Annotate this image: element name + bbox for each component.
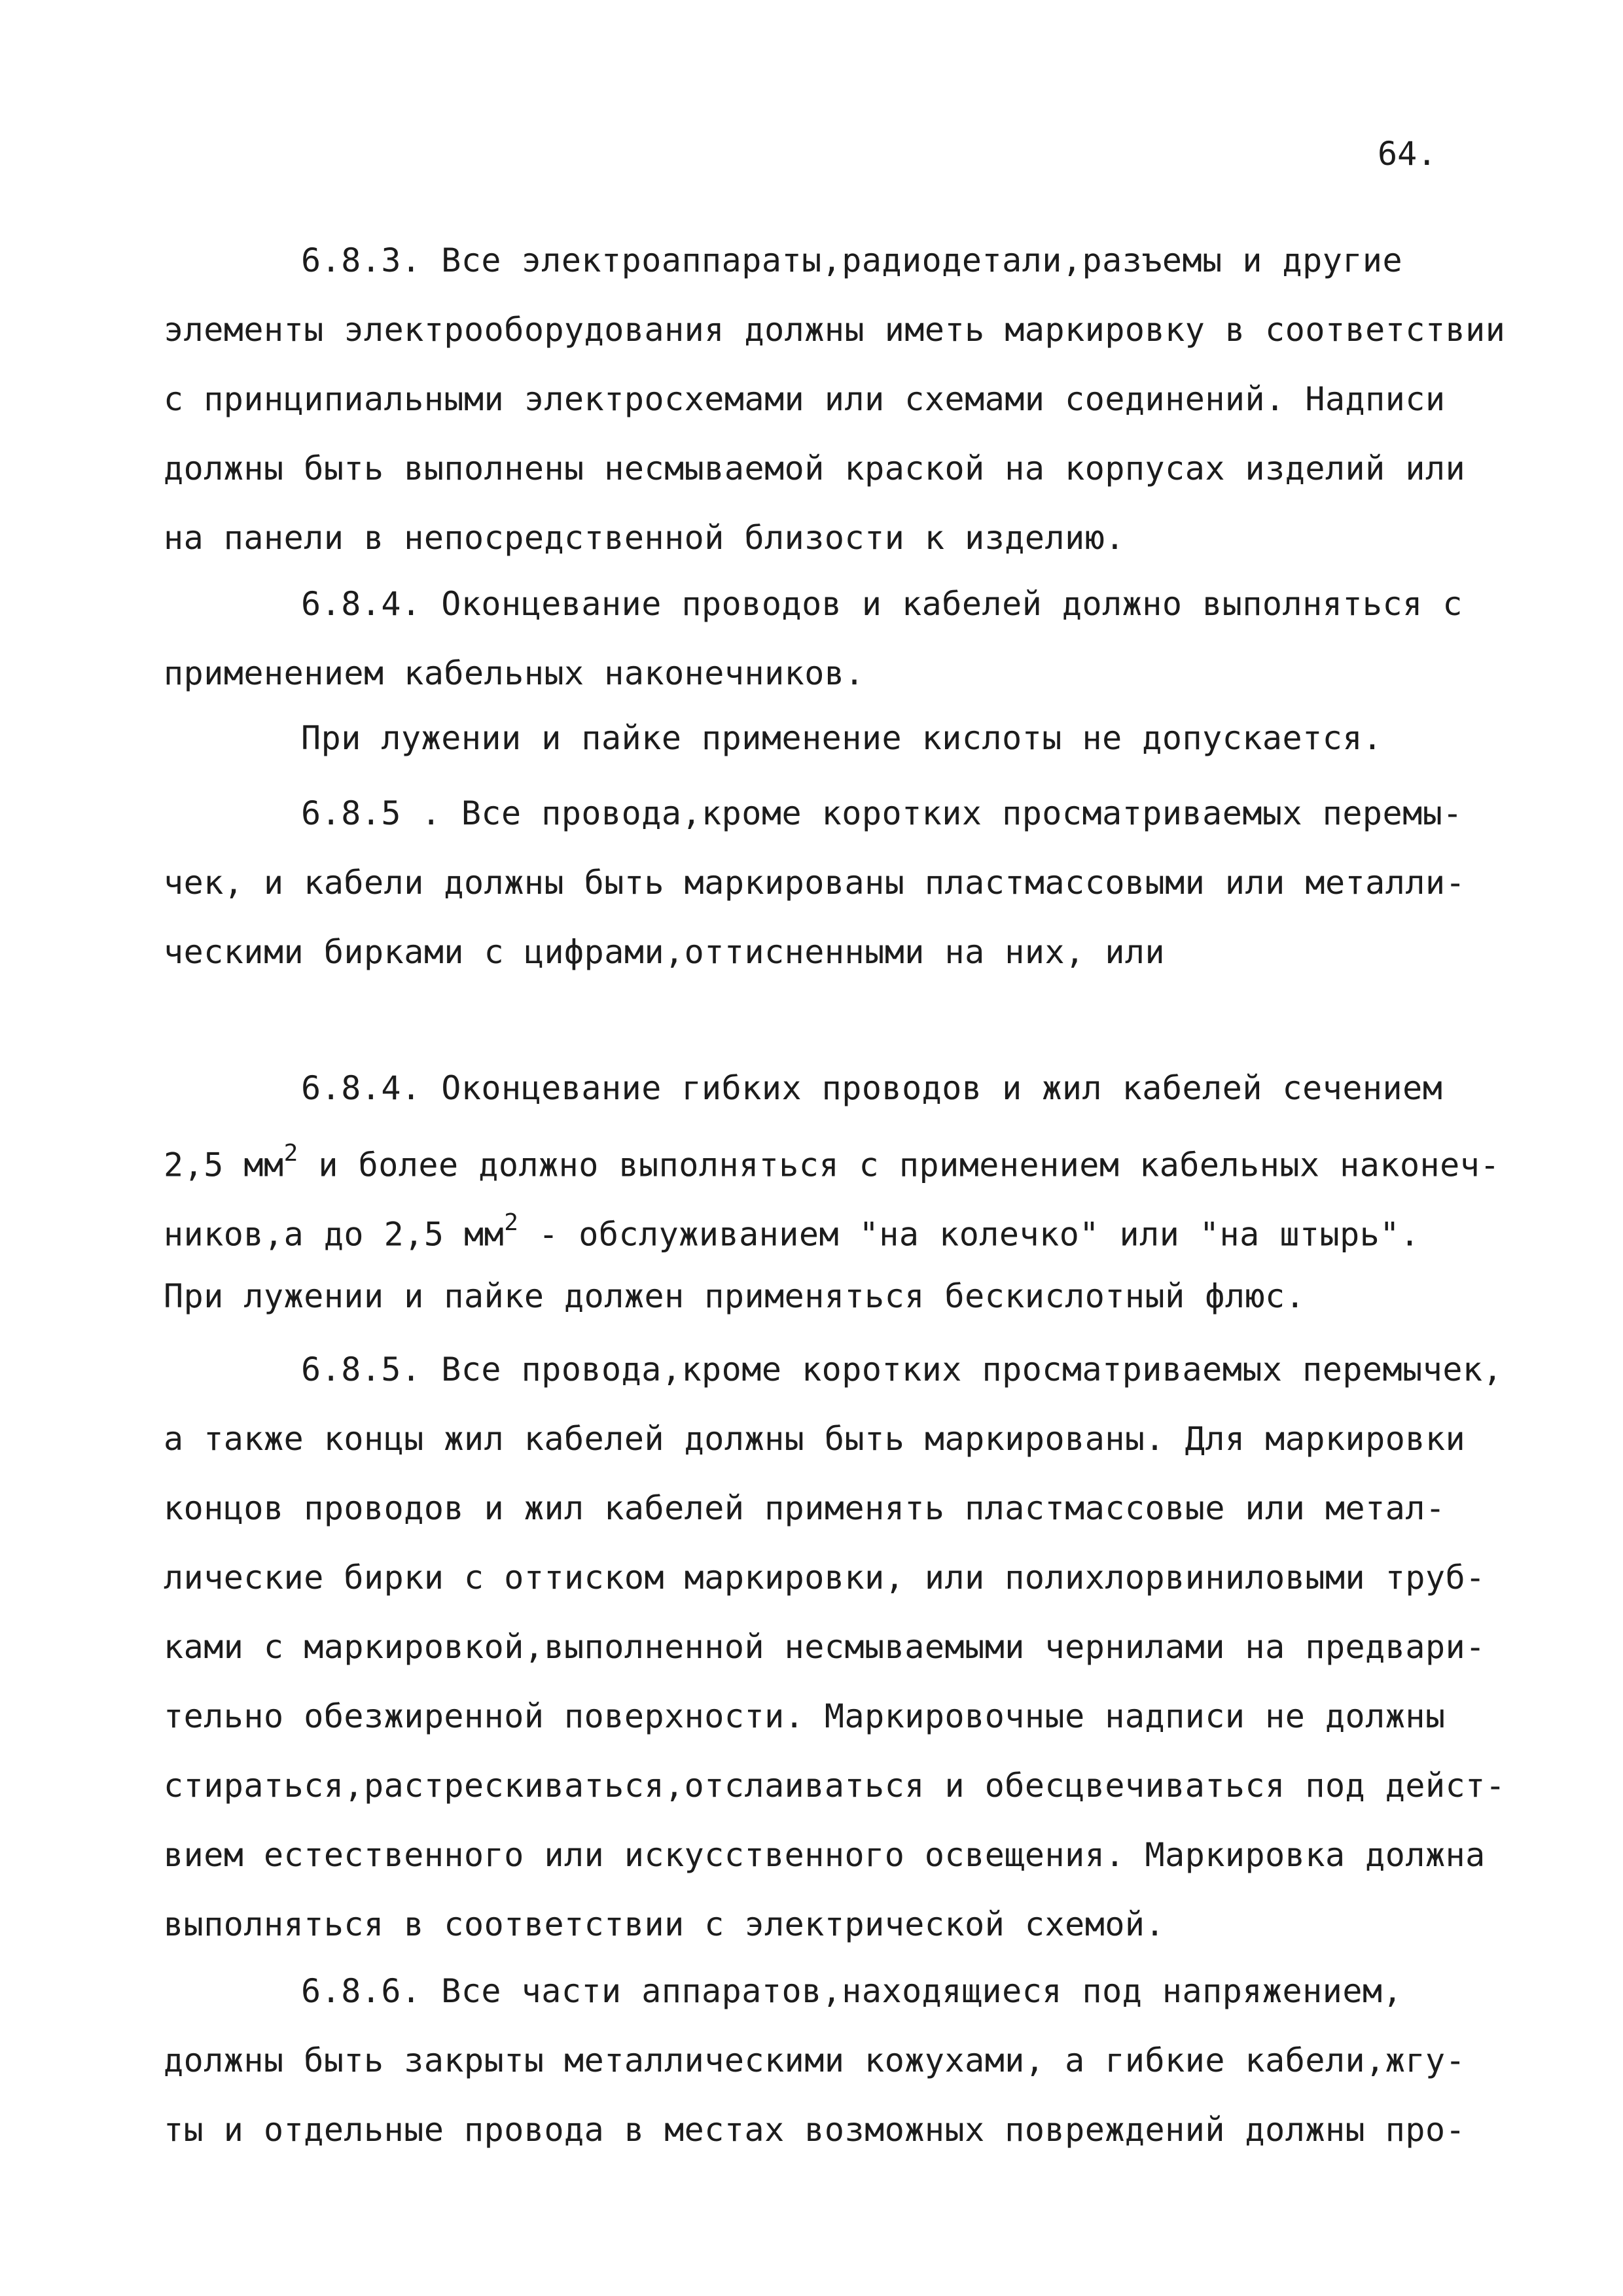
text-line: 6.8.3. Все электроаппараты,радиодетали,разъемы и другие — [301, 241, 1403, 279]
text-line — [164, 1123, 1538, 1192]
text-line: концов проводов и жил кабелей применять пластмассовые или метал- — [164, 1489, 1446, 1527]
text-line: лические бирки с оттиском маркировки, или полихлорвиниловыми труб- — [164, 1559, 1486, 1597]
text-line: применением кабельных наконечников. — [164, 654, 865, 692]
paragraph-6-8-3 — [164, 226, 1538, 573]
page-number: 64. — [1378, 135, 1437, 173]
text-fragment: 2,5 мм — [164, 1146, 284, 1184]
text-line: 6.8.6. Все части аппаратов,находящиеся под напряжением, — [301, 1972, 1403, 2010]
text-line — [164, 1192, 1538, 1262]
text-line: При лужении и пайке должен применяться бескислотный флюс. — [164, 1277, 1306, 1315]
paragraph-soldering-note — [164, 703, 1538, 773]
text-fragment: ников,а до 2,5 мм — [164, 1215, 505, 1254]
superscript: 2 — [504, 1209, 519, 1236]
text-fragment: и более должно выполняться с применением кабельных наконеч- — [298, 1146, 1500, 1184]
text-line: должны быть выполнены несмываемой краской на корпусах изделий или — [164, 450, 1466, 487]
text-line: 6.8.4. Оконцевание гибких проводов и жил кабелей сечением — [301, 1069, 1443, 1107]
text-line: на панели в непосредственной близости к изделию. — [164, 519, 1125, 557]
text-line: ты и отдельные провода в местах возможных повреждений должны про- — [164, 2111, 1466, 2149]
paragraph-6-8-4 — [164, 1053, 1538, 1331]
text-line: 6.8.5 . Все провода,кроме коротких просматриваемых перемы- — [301, 794, 1463, 832]
text-line: вием естественного или искусственного освещения. Маркировка должна — [164, 1836, 1486, 1874]
text-line: элементы электрооборудования должны иметь маркировку в соответствии — [164, 311, 1506, 349]
text-line: тельно обезжиренной поверхности. Маркировочные надписи не должны — [164, 1697, 1446, 1735]
paragraph-6-8-5-original — [164, 779, 1538, 987]
text-line: 6.8.4. Оконцевание проводов и кабелей должно выполняться с — [301, 585, 1463, 623]
paragraph-6-8-5 — [164, 1335, 1538, 1959]
text-line: выполняться в соответствии с электрической схемой. — [164, 1905, 1166, 1943]
text-line: ческими бирками с цифрами,оттисненными на них, или — [164, 933, 1166, 971]
text-line: стираться,растрескиваться,отслаиваться и обесцвечиваться под дейст- — [164, 1767, 1506, 1805]
text-line: а также концы жил кабелей должны быть маркированы. Для маркировки — [164, 1420, 1466, 1458]
text-line: ками с маркировкой,выполненной несмываемыми чернилами на предвари- — [164, 1628, 1486, 1666]
paragraph-6-8-6 — [164, 1956, 1538, 2164]
superscript: 2 — [283, 1140, 298, 1167]
text-line: чек, и кабели должны быть маркированы пластмассовыми или металли- — [164, 864, 1466, 902]
text-line: При лужении и пайке применение кислоты не допускается. — [301, 719, 1383, 757]
paragraph-6-8-4-original — [164, 569, 1538, 708]
text-line: должны быть закрыты металлическими кожухами, а гибкие кабели,жгу- — [164, 2041, 1466, 2079]
text-line: 6.8.5. Все провода,кроме коротких просматриваемых перемычек, — [301, 1351, 1503, 1388]
text-fragment: - обслуживанием "на колечко" или "на штырь". — [518, 1215, 1420, 1254]
text-line: с принципиальными электросхемами или схемами соединений. Надписи — [164, 380, 1446, 418]
